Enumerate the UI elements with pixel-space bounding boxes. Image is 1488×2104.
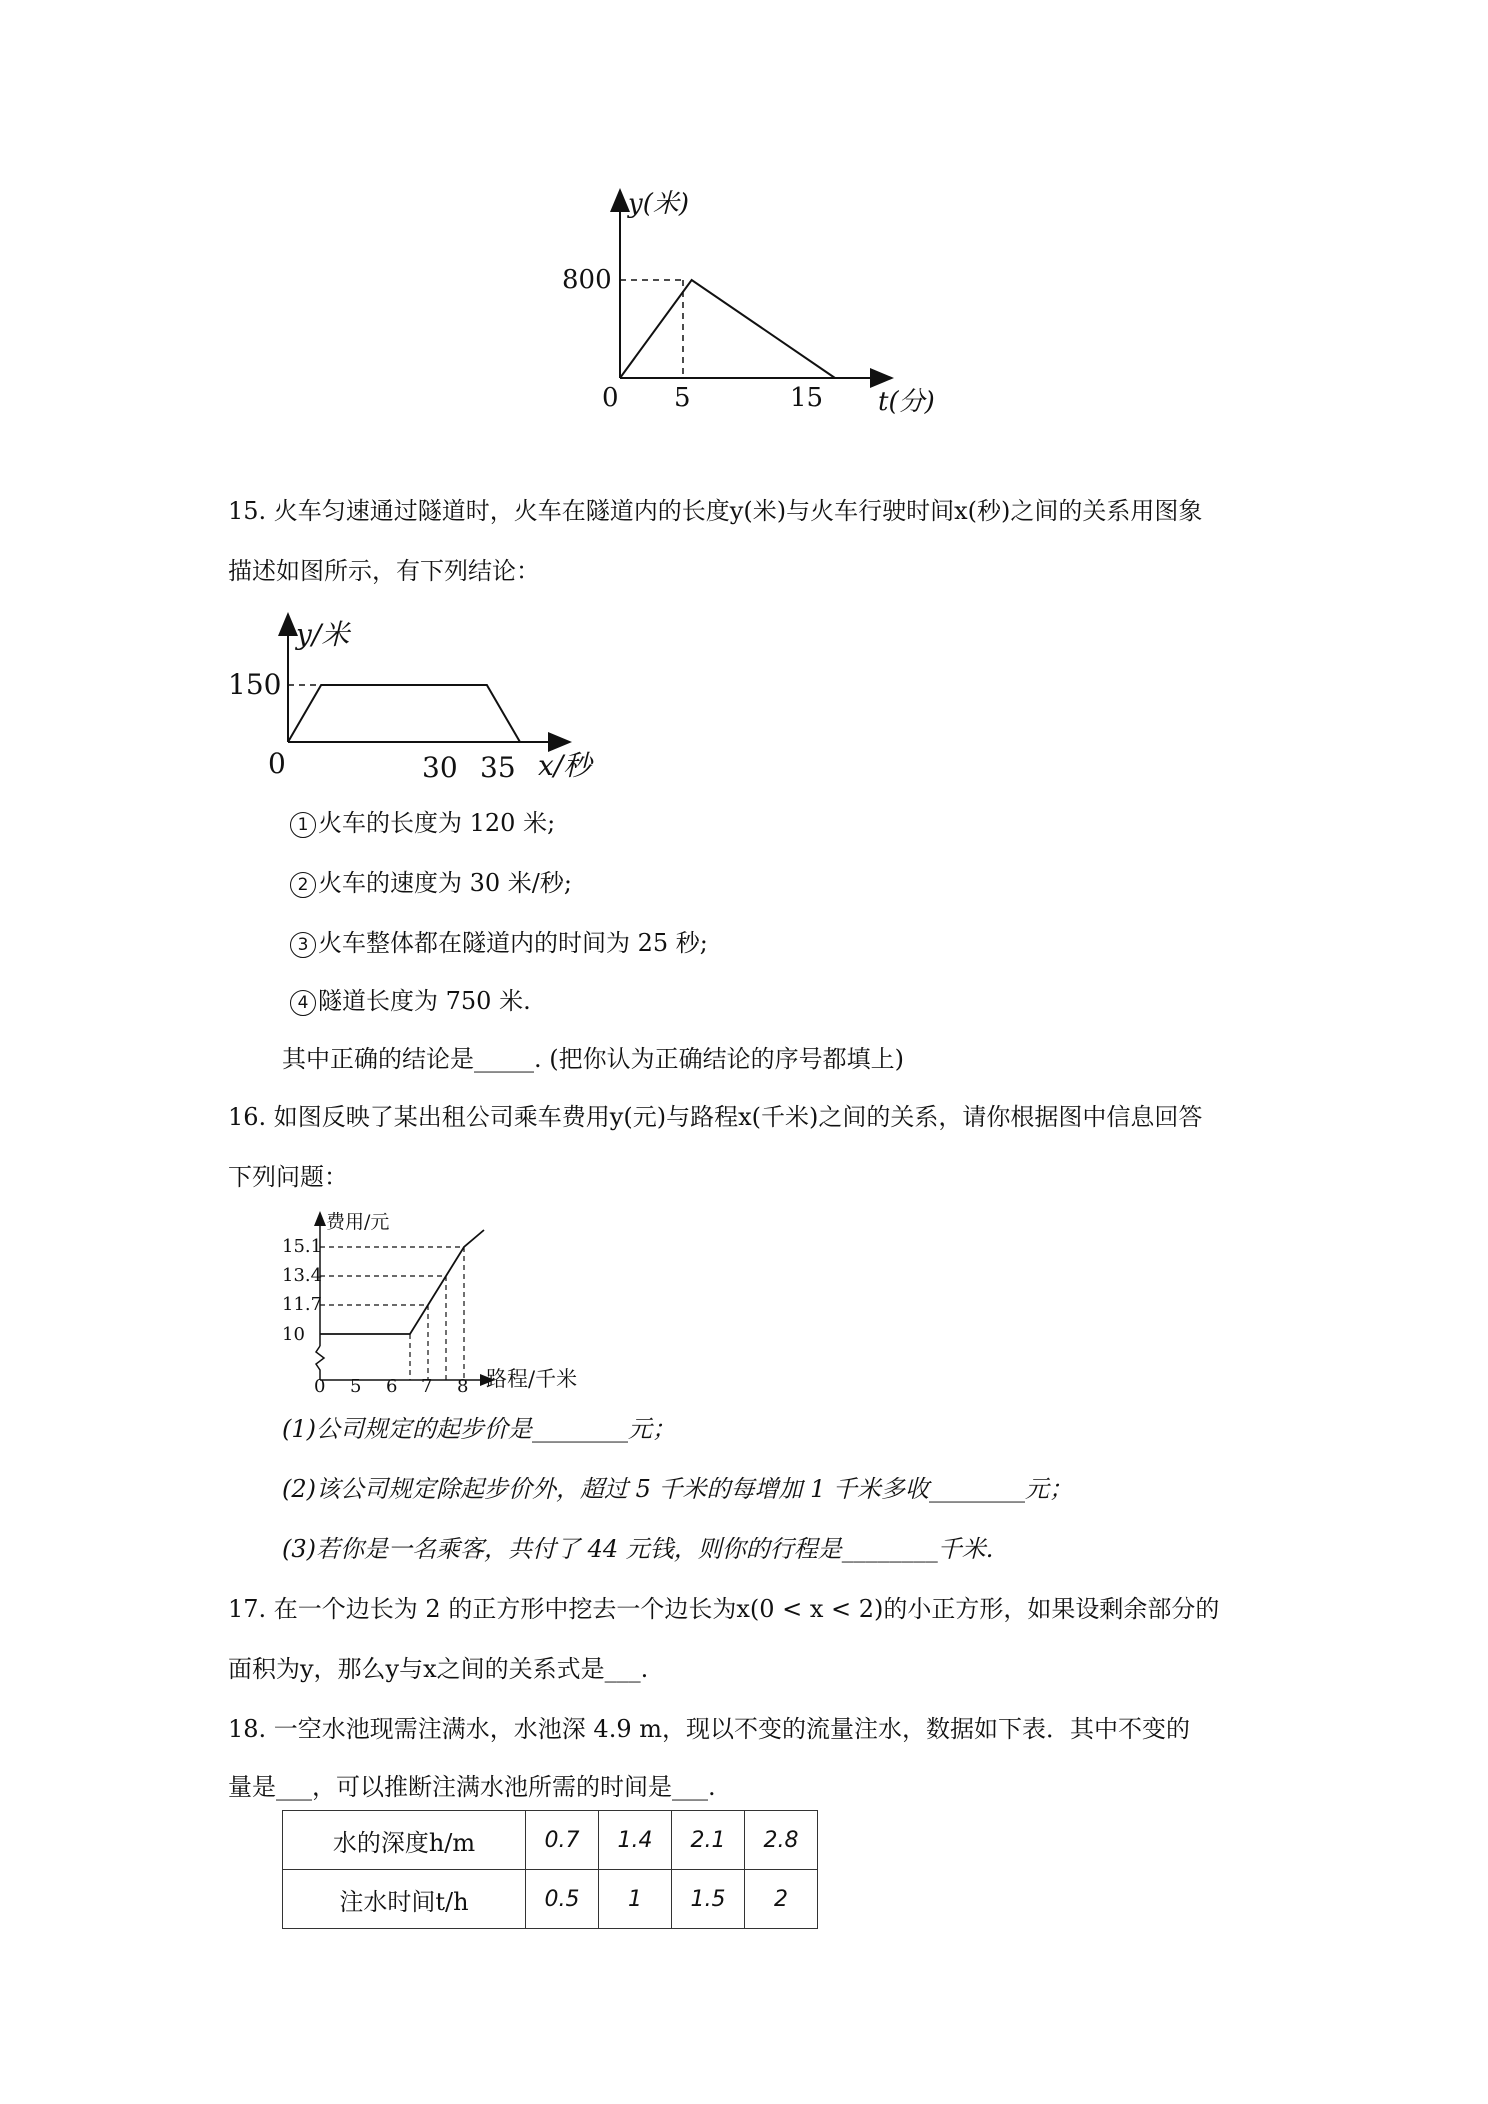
q18-line2: 量是___，可以推断注满水池所需的时间是___. [228, 1773, 716, 1801]
option-text: 隧道长度为 750 米. [318, 987, 531, 1015]
q15-line2: 描述如图所示，有下列结论： [228, 557, 540, 585]
q18-data-table [282, 1810, 818, 1929]
q16-line1: 16. 如图反映了某出租公司乘车费用y(元)与路程x(千米)之间的关系，请你根据图中信息回答 [228, 1103, 1203, 1131]
q16-sub1: (1)公司规定的起步价是________元； [282, 1415, 676, 1443]
x-tick-35: 35 [480, 751, 516, 784]
table-row [283, 1811, 818, 1870]
q15-option-1 [290, 806, 555, 840]
graph-q15 [228, 610, 608, 785]
y-tick-15.1: 15.1 [282, 1236, 323, 1257]
x-tick-5: 5 [674, 383, 691, 413]
y-axis-label: y(米) [628, 189, 689, 219]
train-length-line [288, 685, 520, 742]
q15-option-4 [290, 984, 531, 1018]
x-tick-8: 8 [457, 1376, 469, 1397]
q15-option-2 [290, 866, 572, 900]
fare-line [320, 1230, 484, 1334]
table-cell: 1 [599, 1870, 672, 1929]
origin-label: 0 [602, 383, 619, 413]
x-tick-7: 7 [421, 1376, 433, 1397]
table-cell: 0.7 [526, 1811, 599, 1870]
circled-number: 3 [290, 932, 316, 958]
x-tick-5: 5 [350, 1376, 362, 1397]
x-axis-label: 路程/千米 [486, 1367, 578, 1391]
y-tick-13.4: 13.4 [282, 1265, 323, 1286]
x-tick-6: 6 [386, 1376, 398, 1397]
option-text: 火车整体都在隧道内的时间为 25 秒; [318, 929, 708, 957]
circled-number: 2 [290, 872, 316, 898]
circled-number: 1 [290, 812, 316, 838]
origin-label: 0 [268, 747, 286, 780]
option-text: 火车的速度为 30 米/秒; [318, 869, 572, 897]
x-axis-label: x/秒 [538, 749, 592, 782]
y-axis-label: 费用/元 [326, 1211, 390, 1233]
table-row [283, 1870, 818, 1929]
q17-line2: 面积为y，那么y与x之间的关系式是___. [228, 1655, 649, 1683]
graph-q16 [270, 1206, 600, 1396]
table-cell: 0.5 [526, 1870, 599, 1929]
table-cell: 2.8 [745, 1811, 818, 1870]
origin-label: 0 [314, 1376, 326, 1397]
y-axis-label: y/米 [296, 618, 350, 651]
x-tick-15: 15 [790, 383, 824, 413]
q15-conclusion: 其中正确的结论是_____. (把你认为正确结论的序号都填上) [282, 1045, 904, 1073]
axis-break-mark [316, 1346, 324, 1380]
distance-line [620, 280, 835, 378]
table-cell: 1.4 [599, 1811, 672, 1870]
q17-line1: 17. 在一个边长为 2 的正方形中挖去一个边长为x(0 < x < 2)的小正方形，如果设剩余部分的 [228, 1595, 1220, 1623]
x-tick-30: 30 [422, 751, 458, 784]
circled-number: 4 [290, 990, 316, 1016]
q16-sub3: (3)若你是一名乘客，共付了 44 元钱，则你的行程是________千米. [282, 1535, 994, 1563]
table-cell: 1.5 [672, 1870, 745, 1929]
row-header: 水的深度h/m [283, 1811, 526, 1870]
q16-line2: 下列问题： [228, 1163, 348, 1191]
y-tick-10: 10 [282, 1324, 305, 1345]
y-tick-800: 800 [562, 265, 612, 295]
q15-option-3 [290, 926, 708, 960]
x-axis-label: t(分) [878, 387, 935, 417]
table-cell: 2.1 [672, 1811, 745, 1870]
table-cell: 2 [745, 1870, 818, 1929]
q16-sub2: (2)该公司规定除起步价外，超过 5 千米的每增加 1 千米多收________元； [282, 1475, 1074, 1503]
q15-line1: 15. 火车匀速通过隧道时，火车在隧道内的长度y(米)与火车行驶时间x(秒)之间的关系用图象 [228, 497, 1203, 525]
graph-q14 [562, 180, 940, 420]
y-tick-11.7: 11.7 [282, 1294, 323, 1315]
q18-line1: 18. 一空水池现需注满水，水池深 4.9 m，现以不变的流量注水，数据如下表．其中不变的 [228, 1715, 1190, 1743]
option-text: 火车的长度为 120 米; [318, 809, 556, 837]
row-header: 注水时间t/h [283, 1870, 526, 1929]
y-tick-150: 150 [228, 668, 282, 701]
